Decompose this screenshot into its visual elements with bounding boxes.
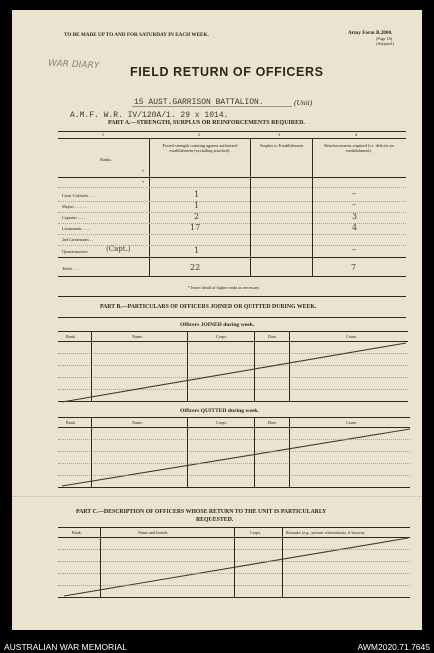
rank-row-3: Lieut.-Colonels ... ... [62,193,97,198]
quitted-title: Officers QUITTED during week. [180,408,259,414]
quitted-header-rule [58,427,410,428]
rank-row-1: * [142,169,145,174]
footer-accession-number: AWM2020.71.7645 [357,642,430,652]
col-number-1: 1 [102,132,105,137]
part-b-heading: PART B.—PARTICULARS OF OFFICERS JOINED OR QUITTED DURING WEEK. [100,304,317,310]
reinf-row-4: – [352,200,356,209]
fold-line [12,496,422,497]
col-number-3: 3 [278,132,281,137]
quitted-bottom-rule [58,487,410,488]
rank-row-2: * [142,180,145,185]
part-c-divider [282,527,283,597]
quitted-row-rule [58,451,410,452]
adopted-note: (Adopted.) [376,41,395,46]
quitted-divider [254,417,255,487]
part-a-heading: PART A.—STRENGTH, SURPLUS OR REINFORCEMENTS REQUIRED. [108,120,305,126]
quitted-col-rank: Rank. [66,420,76,425]
unit-label: (Unit) [294,98,313,107]
posted-row-6: 17 [190,223,201,232]
col-number-2: 2 [198,132,201,137]
rank-row-5: Captains ... ... [62,215,86,220]
col-number-4: 4 [355,132,358,137]
form-page [12,10,422,630]
reinf-row-6: 4 [352,223,358,232]
quitted-col-name: Name. [132,420,144,425]
col-header-ranks: Ranks. [100,157,112,162]
reinf-row-3: – [352,189,356,198]
part-c-divider [234,527,235,597]
archive-footer [0,641,434,653]
col-header-reinforcements: Reinforcements required (i.e. deficits on establishment). [324,143,394,153]
quitted-col-cause: Cause. [346,420,358,425]
totals-posted: 22 [190,263,201,272]
unit-value: 15 AUST.GARRISON BATTALION. [134,98,264,107]
posted-row-5: 2 [194,212,200,221]
col-header-surplus: Surplus to Establishment. [259,143,305,148]
reinf-row-8: – [352,245,356,254]
quitted-col-date: Date. [268,420,277,425]
part-c-col-rank: Rank. [72,530,82,535]
part-c-heading-1: PART C.—DESCRIPTION OF OFFICERS WHOSE RETURN TO THE UNIT IS PARTICULARLY [76,509,327,515]
rank-row-8: Quartermasters [62,249,88,254]
instruction-text: TO BE MADE UP TO AND FOR SATURDAY IN EACH WEEK. [64,32,209,38]
quitted-divider [289,417,290,487]
quitted-divider [91,417,92,487]
part-c-bottom-rule [58,597,410,598]
page-reference: (Page 16) [376,36,393,41]
joined-col-name: Name. [132,334,144,339]
joined-col-date: Date. [268,334,277,339]
posted-row-3: 1 [194,190,200,199]
quitted-row-rule [58,439,410,440]
quitted-top-rule [58,417,410,418]
quitted-divider [187,417,188,487]
army-form-number: Army Form B.2000. [348,30,393,36]
war-diary-annotation: WAR DIARY [47,58,100,72]
totals-reinf: 7 [351,263,357,272]
rank-row-7: 2nd Lieutenants ... [62,237,94,242]
joined-title: Officers JOINED during week. [180,322,255,328]
rank-row-8-note: (Capt.) [106,245,131,253]
joined-col-cause: Cause. [346,334,358,339]
footer-institution: AUSTRALIAN WAR MEMORIAL [4,642,127,652]
part-c-divider [100,527,101,597]
totals-label: Totals ... ... [62,266,81,271]
quitted-col-corps: Corps. [216,420,228,425]
part-c-col-remarks: Remarks (e.g., present whereabouts, if known). [286,530,366,535]
part-c-heading-2: REQUESTED. [196,517,234,523]
reinf-row-5: 3 [352,212,358,221]
joined-col-corps: Corps. [216,334,228,339]
col-header-posted: Posted strength counting against authorized establishment (excluding attached). [162,143,238,153]
posted-row-8: 1 [194,246,200,255]
quitted-row-rule [58,463,410,464]
part-a-footnote: * Insert detail of higher ranks as necessary. [188,285,261,290]
form-title: FIELD RETURN OF OFFICERS [130,65,324,79]
part-c-col-name: Name and Initials. [138,530,169,535]
quitted-row-rule [58,475,410,476]
posted-row-4: 1 [194,201,200,210]
reference-line: A.M.F. W.R. IV/120A/1. 29 x 1014. [70,111,229,120]
part-c-col-corps: Corps. [250,530,262,535]
joined-col-rank: Rank. [66,334,76,339]
rank-row-6: Lieutenants ... ... [62,226,90,231]
rank-row-4: Majors ... ... ... [62,204,87,209]
